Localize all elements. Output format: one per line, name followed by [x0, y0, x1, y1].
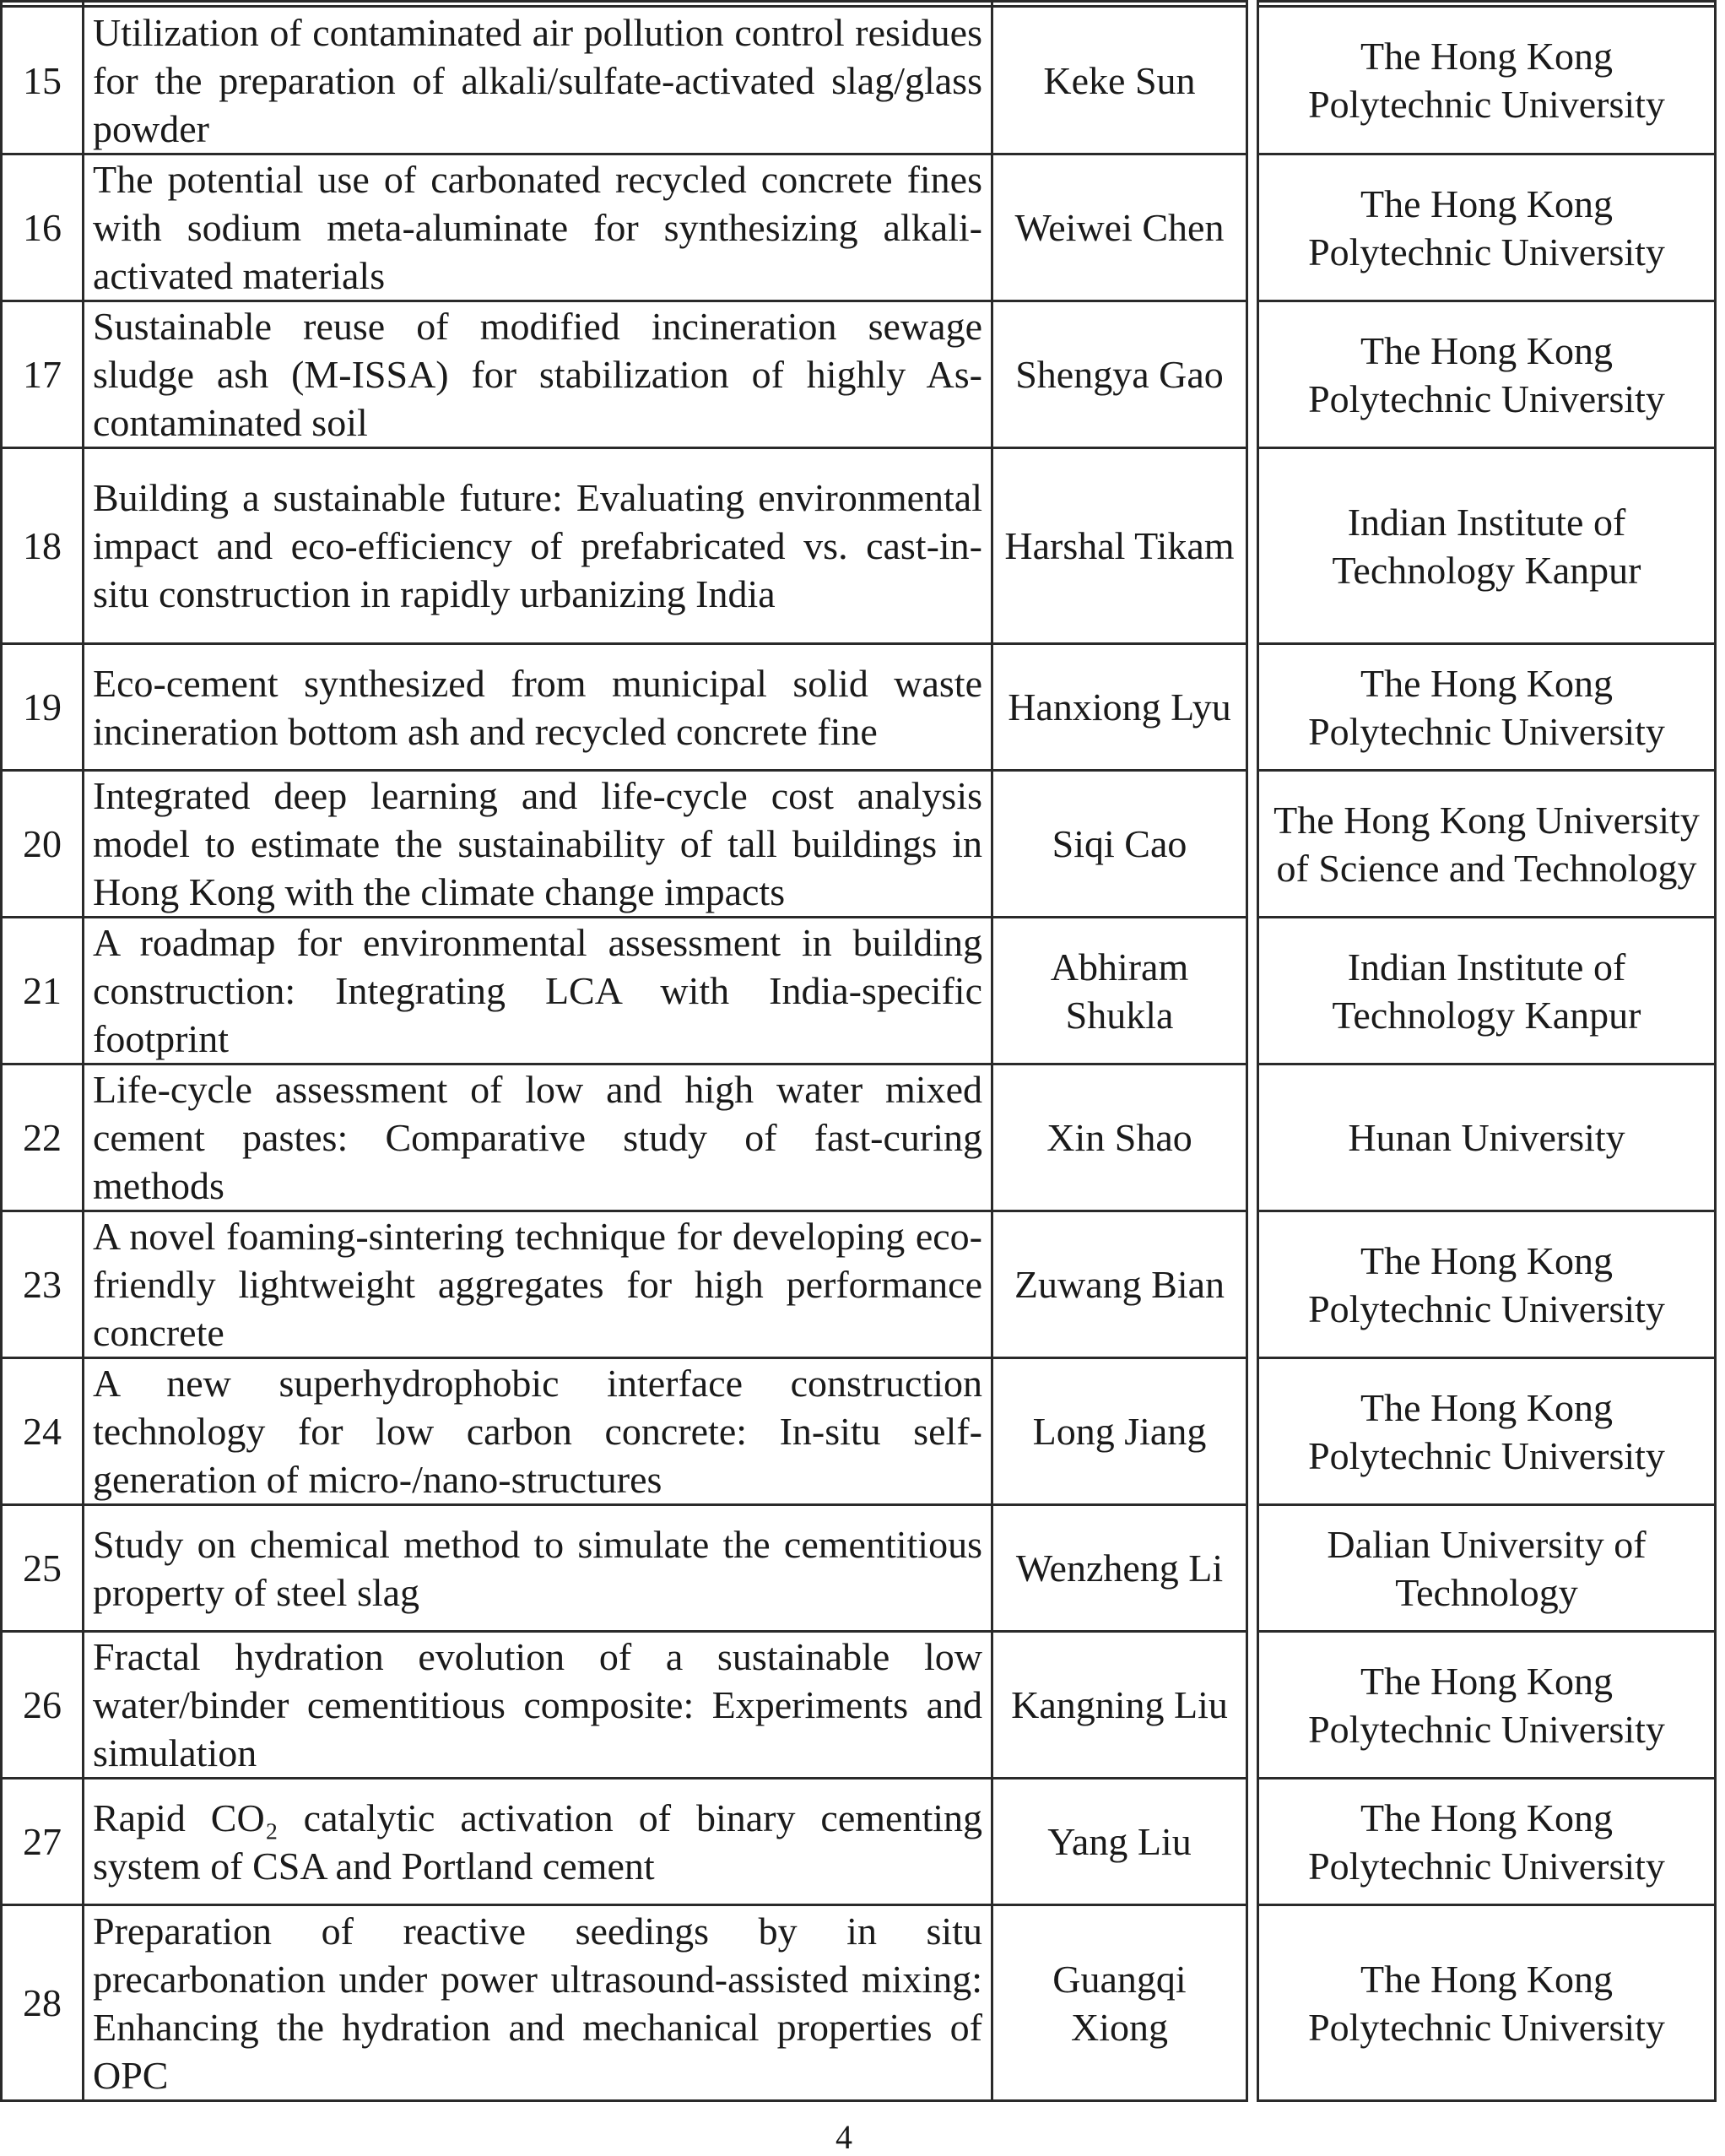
presenter-institution: The Hong Kong Polytechnic University — [1258, 1358, 1716, 1505]
column-gap — [1247, 1505, 1258, 1632]
column-gap — [1247, 1905, 1258, 2101]
presenter-name: Harshal Tikam — [992, 448, 1247, 644]
presentation-title: The potential use of carbonated recycled concrete fines with sodium meta-aluminate for synthesizing alkali-activated materials — [84, 154, 992, 301]
row-number: 27 — [2, 1779, 84, 1905]
presenter-name: Long Jiang — [992, 1358, 1247, 1505]
row-number: 26 — [2, 1632, 84, 1779]
presentation-title: A new superhydrophobic interface construction technology for low carbon concrete: In-situ self-generation of micro-/nano-structures — [84, 1358, 992, 1505]
presenter-institution: The Hong Kong Polytechnic University — [1258, 7, 1716, 154]
table-row — [2, 301, 1716, 448]
row-number: 19 — [2, 644, 84, 771]
presenter-name: Weiwei Chen — [992, 154, 1247, 301]
presentation-title: A novel foaming-sintering technique for developing eco-friendly lightweight aggregates for high performance concrete — [84, 1211, 992, 1358]
presentation-title: Sustainable reuse of modified incineration sewage sludge ash (M-ISSA) for stabilization of highly As-contaminated soil — [84, 301, 992, 448]
presenter-institution: The Hong Kong Polytechnic University — [1258, 301, 1716, 448]
presenter-institution: The Hong Kong University of Science and Technology — [1258, 771, 1716, 918]
presenter-name: Keke Sun — [992, 7, 1247, 154]
presenter-institution: Indian Institute of Technology Kanpur — [1258, 448, 1716, 644]
presenter-name: Hanxiong Lyu — [992, 644, 1247, 771]
column-gap — [1247, 448, 1258, 644]
column-gap — [1247, 918, 1258, 1064]
row-number: 20 — [2, 771, 84, 918]
row-number: 22 — [2, 1064, 84, 1211]
table-row — [2, 1779, 1716, 1905]
presentation-title: Study on chemical method to simulate the cementitious property of steel slag — [84, 1505, 992, 1632]
row-number: 25 — [2, 1505, 84, 1632]
presentation-title: A roadmap for environmental assessment in building construction: Integrating LCA with India-specific footprint — [84, 918, 992, 1064]
table-row — [2, 1358, 1716, 1505]
presentation-title: Life-cycle assessment of low and high water mixed cement pastes: Comparative study of fast-curing methods — [84, 1064, 992, 1211]
presentation-title: Eco-cement synthesized from municipal solid waste incineration bottom ash and recycled concrete fine — [84, 644, 992, 771]
presenter-name: Xin Shao — [992, 1064, 1247, 1211]
column-gap — [1247, 301, 1258, 448]
table-row — [2, 1211, 1716, 1358]
presentation-title: Building a sustainable future: Evaluating environmental impact and eco-efficiency of prefabricated vs. cast-in-situ construction in rapidly urbanizing India — [84, 448, 992, 644]
presentation-title: Utilization of contaminated air pollution control residues for the preparation of alkali/sulfate-activated slag/glass powder — [84, 7, 992, 154]
presentation-title: Fractal hydration evolution of a sustainable low water/binder cementitious composite: Experiments and simulation — [84, 1632, 992, 1779]
presentation-title: Preparation of reactive seedings by in situ precarbonation under power ultrasound-assisted mixing: Enhancing the hydration and mechanical properties of OPC — [84, 1905, 992, 2101]
table-row — [2, 7, 1716, 154]
row-number: 16 — [2, 154, 84, 301]
presenter-institution: The Hong Kong Polytechnic University — [1258, 1779, 1716, 1905]
row-number: 17 — [2, 301, 84, 448]
row-number: 24 — [2, 1358, 84, 1505]
table-row — [2, 448, 1716, 644]
presenter-name: Guangqi Xiong — [992, 1905, 1247, 2101]
row-number: 15 — [2, 7, 84, 154]
presenter-name: Yang Liu — [992, 1779, 1247, 1905]
table-row — [2, 918, 1716, 1064]
presenter-institution: The Hong Kong Polytechnic University — [1258, 1211, 1716, 1358]
presenter-institution: Hunan University — [1258, 1064, 1716, 1211]
table-row — [2, 644, 1716, 771]
column-gap — [1247, 1779, 1258, 1905]
presenter-institution: The Hong Kong Polytechnic University — [1258, 1632, 1716, 1779]
presenter-name: Kangning Liu — [992, 1632, 1247, 1779]
column-gap — [1247, 7, 1258, 154]
presenter-institution: Indian Institute of Technology Kanpur — [1258, 918, 1716, 1064]
row-number: 18 — [2, 448, 84, 644]
presenter-name: Siqi Cao — [992, 771, 1247, 918]
column-gap — [1247, 771, 1258, 918]
table-row — [2, 1505, 1716, 1632]
table-row — [2, 1632, 1716, 1779]
presenter-institution: The Hong Kong Polytechnic University — [1258, 1905, 1716, 2101]
presenter-name: Wenzheng Li — [992, 1505, 1247, 1632]
column-gap — [1247, 1064, 1258, 1211]
column-gap — [1247, 1632, 1258, 1779]
row-number: 23 — [2, 1211, 84, 1358]
column-gap — [1247, 644, 1258, 771]
presenter-institution: The Hong Kong Polytechnic University — [1258, 644, 1716, 771]
table-row — [2, 1064, 1716, 1211]
row-number: 21 — [2, 918, 84, 1064]
column-gap — [1247, 154, 1258, 301]
presenter-name: Abhiram Shukla — [992, 918, 1247, 1064]
table-row — [2, 771, 1716, 918]
presenter-institution: Dalian University of Technology — [1258, 1505, 1716, 1632]
presenter-name: Shengya Gao — [992, 301, 1247, 448]
column-gap — [1247, 1358, 1258, 1505]
table-body — [2, 2, 1716, 2101]
presenter-institution: The Hong Kong Polytechnic University — [1258, 154, 1716, 301]
table-row — [2, 154, 1716, 301]
table-row — [2, 1905, 1716, 2101]
presenter-name: Zuwang Bian — [992, 1211, 1247, 1358]
page-number: 4 — [835, 2118, 852, 2156]
presentation-title: Rapid CO₂ catalytic activation of binary cementing system of CSA and Portland cement — [84, 1779, 992, 1905]
column-gap — [1247, 1211, 1258, 1358]
row-number: 28 — [2, 1905, 84, 2101]
presentation-title: Integrated deep learning and life-cycle cost analysis model to estimate the sustainability of tall buildings in Hong Kong with the climate change impacts — [84, 771, 992, 918]
